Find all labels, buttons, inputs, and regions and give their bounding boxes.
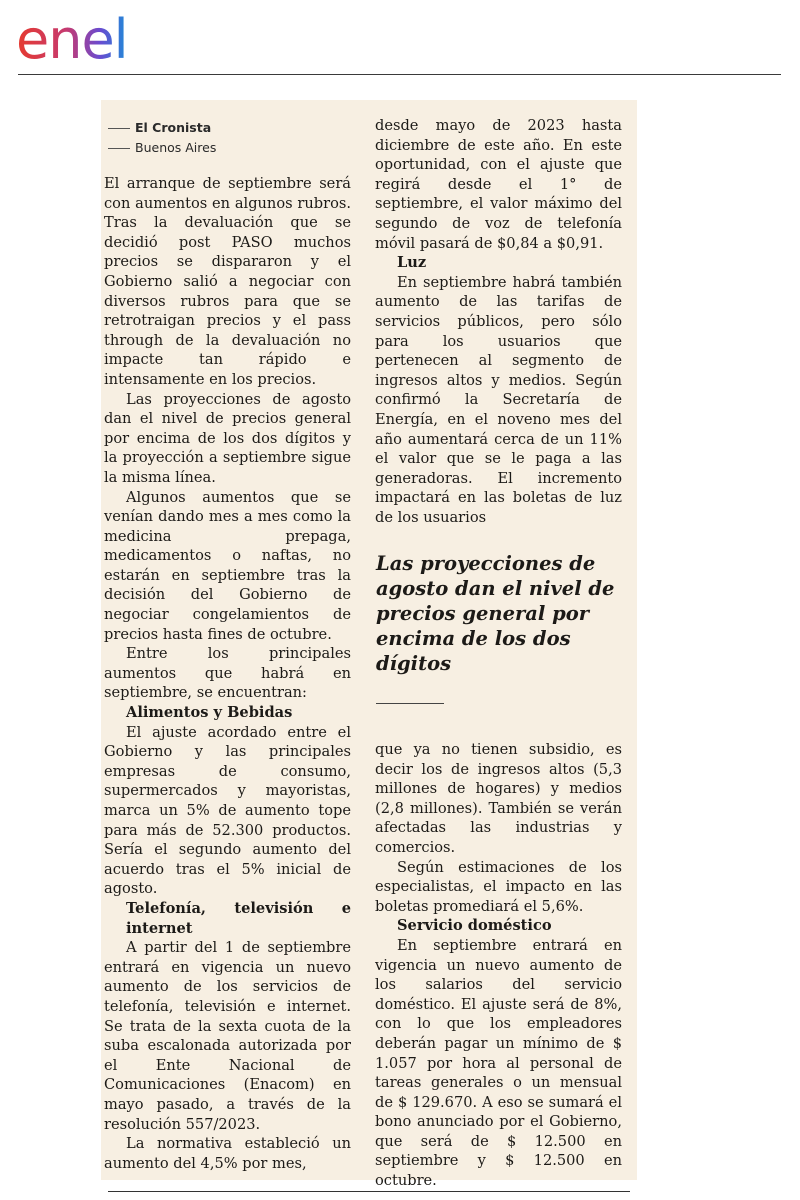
article-right-column-bottom	[375, 740, 622, 1191]
section-heading: Alimentos y Bebidas	[126, 704, 293, 722]
section-heading: Luz	[397, 254, 427, 272]
paragraph: El arranque de septiembre será con aumentos en algunos rubros. Tras la devaluación que se decidió post PASO muchos precios se dispararon y el Gobierno salió a negociar con diversos rubros para que se retrotraigan precios y el pass through de la devaluación no impacte tan rápido e intensamente en los precios.	[104, 175, 351, 388]
source-credit	[108, 118, 216, 158]
article-right-column-top	[375, 116, 622, 527]
paragraph: A partir del 1 de septiembre entrará en vigencia un nuevo aumento de los servicios de telefonía, televisión e internet. Se trata de la sexta cuota de la suba escalonada autorizada por el Ente Nacional de Comunicaciones (Enacom) en mayo pasado, a través de la resolución 557/2023.	[104, 939, 351, 1133]
logo-text: enel	[16, 8, 128, 66]
paragraph: desde mayo de 2023 hasta diciembre de este año. En este oportunidad, con el ajuste que regirá desde el 1° de septiembre, el valor máximo del segundo de voz de telefonía móvil pasará de $0,84 a $0,91.	[375, 117, 622, 252]
section-heading: Servicio doméstico	[397, 917, 552, 935]
footer-divider	[108, 1191, 630, 1192]
pull-quote-rule	[376, 703, 444, 704]
publication-name: El Cronista	[135, 120, 212, 135]
paragraph: La normativa estableció un aumento del 4,5% por mes,	[104, 1135, 351, 1172]
header-divider	[18, 74, 781, 75]
paragraph: En septiembre habrá también aumento de las tarifas de servicios públicos, pero sólo para los usuarios que pertenecen al segmento de ingresos altos y medios. Según confirmó la Secretaría de Energía, en el noveno mes del año aumentará cerca de un 11% el valor que se le paga a las generadoras. El incremento impactará en las boletas de luz de los usuarios	[375, 273, 622, 526]
enel-logo	[16, 6, 186, 66]
section-heading: Telefonía, televisión e internet	[126, 899, 351, 937]
paragraph: En septiembre entrará en vigencia un nuevo aumento de los salarios del servicio doméstico. El ajuste será de 8%, con lo que los empleadores deberán pagar un mínimo de $ 1.057 por hora al personal de tareas generales o un mensual de $ 129.670. A eso se sumará el bono anunciado por el Gobierno, que será de $ 12.500 en septiembre y $ 12.500 en octubre.	[375, 936, 622, 1190]
paragraph: Las proyecciones de agosto dan el nivel de precios general por encima de los dos dígitos y la proyección a septiembre sigue la misma línea.	[104, 390, 351, 486]
publication-city: Buenos Aires	[135, 140, 217, 155]
pull-quote: Las proyecciones de agosto dan el nivel de precios general por encima de los dos dígitos	[376, 552, 615, 675]
paragraph: Según estimaciones de los especialistas, el impacto en las boletas promediará el 5,6%.	[375, 858, 622, 915]
paragraph: Algunos aumentos que se venían dando mes a mes como la medicina prepaga, medicamentos o naftas, no estarán en septiembre tras la decisión del Gobierno de negociar congelamientos de precios hasta fines de octubre.	[104, 488, 351, 643]
paragraph: El ajuste acordado entre el Gobierno y las principales empresas de consumo, supermercados y mayoristas, marca un 5% de aumento tope para más de 52.300 productos. Sería el segundo aumento del acuerdo tras el 5% inicial de agosto.	[104, 723, 351, 898]
paragraph: que ya no tienen subsidio, es decir los de ingresos altos (5,3 millones de hogares) y medios (2,8 millones). También se verán afectadas las industrias y comercios.	[375, 741, 622, 856]
paragraph: Entre los principales aumentos que habrá en septiembre, se encuentran:	[104, 645, 351, 702]
article-left-column	[104, 174, 351, 1173]
